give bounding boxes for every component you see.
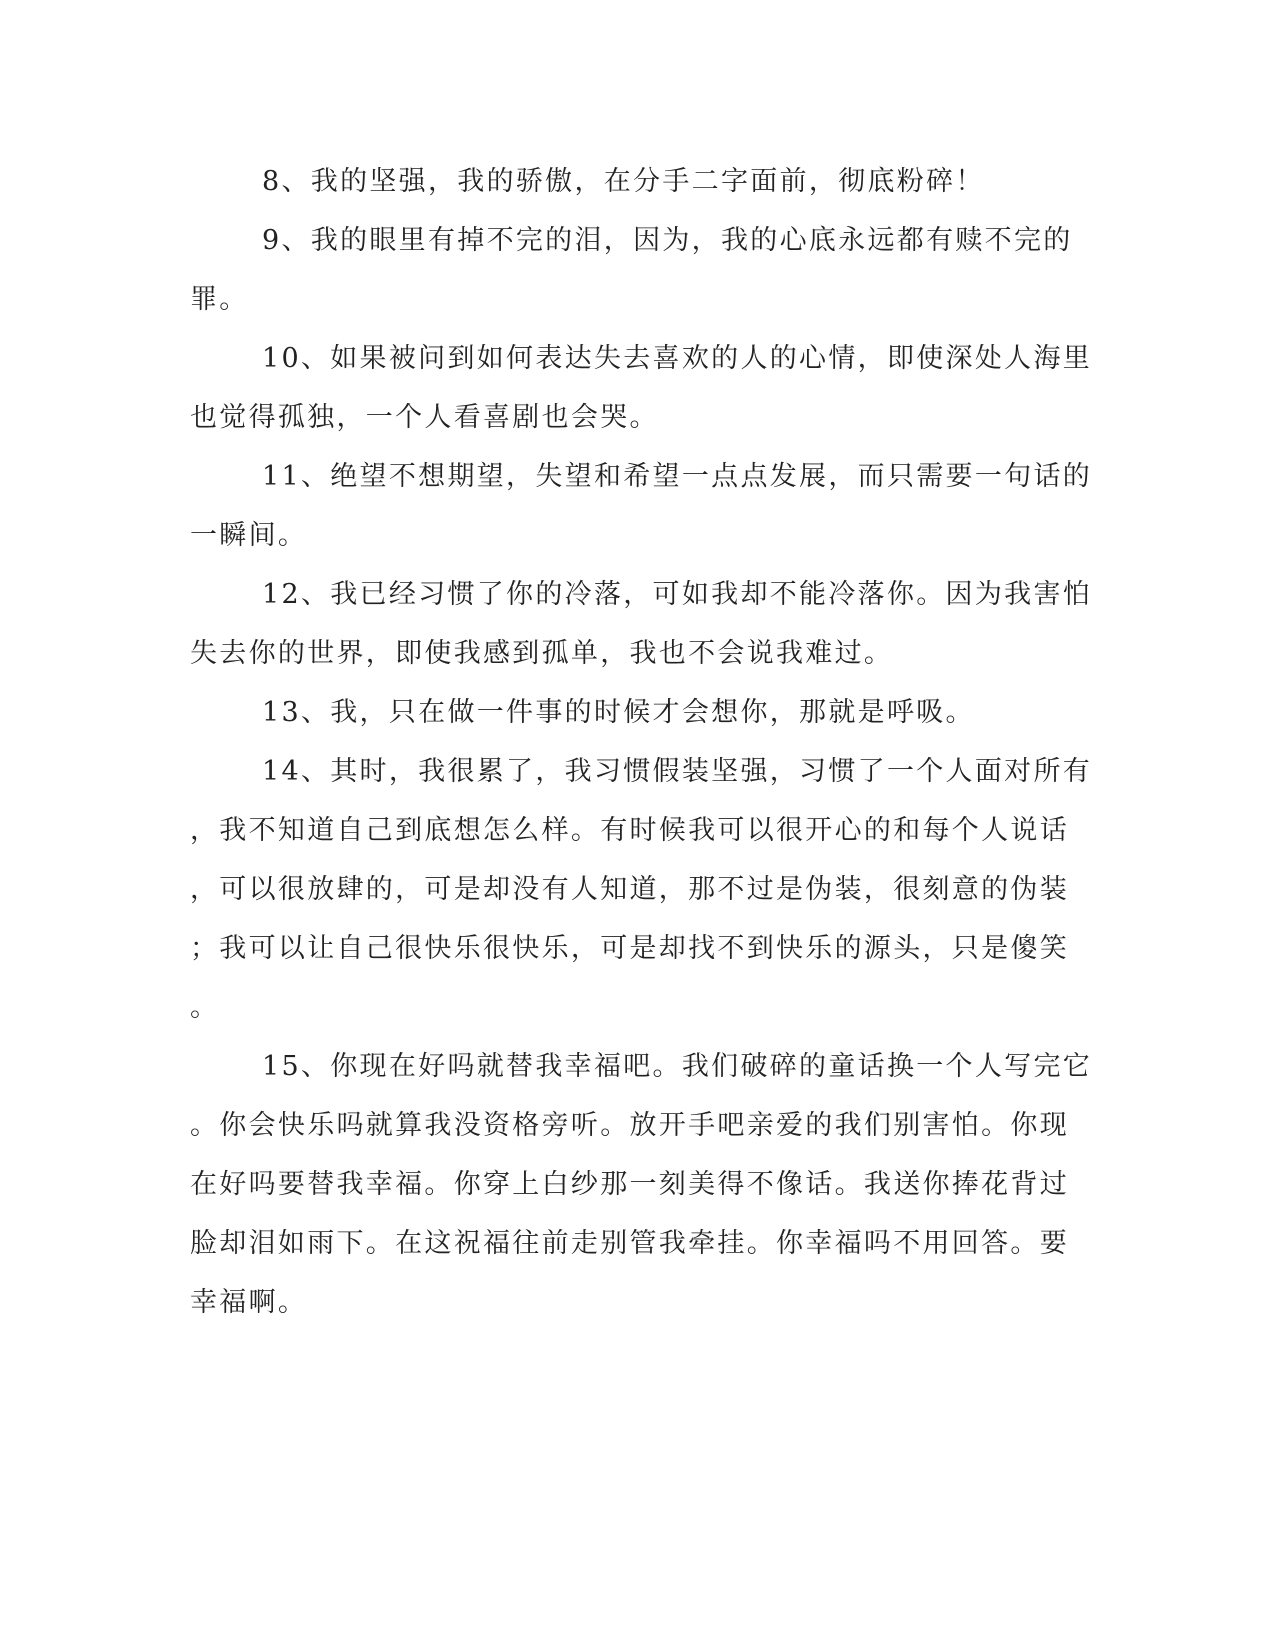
paragraph-15-line-2: 。你会快乐吗就算我没资格旁听。放开手吧亲爱的我们别害怕。你现	[190, 1110, 1069, 1141]
paragraph-14-line-5: 。	[190, 992, 220, 1023]
paragraph-11-line-1: 11、绝望不想期望，失望和希望一点点发展，而只需要一句话的	[262, 461, 1093, 492]
paragraph-14-line-3: ，可以很放肆的，可是却没有人知道，那不过是伪装，很刻意的伪装	[190, 874, 1069, 905]
paragraph-10-line-1: 10、如果被问到如何表达失去喜欢的人的心情，即使深处人海里	[262, 343, 1093, 374]
paragraph-14-line-2: ，我不知道自己到底想怎么样。有时候我可以很开心的和每个人说话	[190, 815, 1069, 846]
paragraph-13-line-1: 13、我，只在做一件事的时候才会想你，那就是呼吸。	[262, 697, 975, 728]
paragraph-9-line-1: 9、我的眼里有掉不完的泪，因为，我的心底永远都有赎不完的	[262, 225, 1073, 256]
paragraph-15-line-5: 幸福啊。	[190, 1287, 308, 1318]
paragraph-15-line-4: 脸却泪如雨下。在这祝福往前走别管我牵挂。你幸福吗不用回答。要	[190, 1228, 1069, 1259]
paragraph-8-line-1: 8、我的坚强，我的骄傲，在分手二字面前，彻底粉碎！	[262, 166, 985, 197]
paragraph-15-line-1: 15、你现在好吗就替我幸福吧。我们破碎的童话换一个人写完它	[262, 1051, 1093, 1082]
paragraph-14-line-1: 14、其时，我很累了，我习惯假装坚强，习惯了一个人面对所有	[262, 756, 1093, 787]
paragraph-11-line-2: 一瞬间。	[190, 520, 308, 551]
paragraph-15-line-3: 在好吗要替我幸福。你穿上白纱那一刻美得不像话。我送你捧花背过	[190, 1169, 1069, 1200]
paragraph-12-line-1: 12、我已经习惯了你的冷落，可如我却不能冷落你。因为我害怕	[262, 579, 1093, 610]
paragraph-10-line-2: 也觉得孤独，一个人看喜剧也会哭。	[190, 402, 659, 433]
paragraph-12-line-2: 失去你的世界，即使我感到孤单，我也不会说我难过。	[190, 638, 894, 669]
paragraph-9-line-2: 罪。	[190, 284, 249, 315]
paragraph-14-line-4: ；我可以让自己很快乐很快乐，可是却找不到快乐的源头，只是傻笑	[190, 933, 1069, 964]
